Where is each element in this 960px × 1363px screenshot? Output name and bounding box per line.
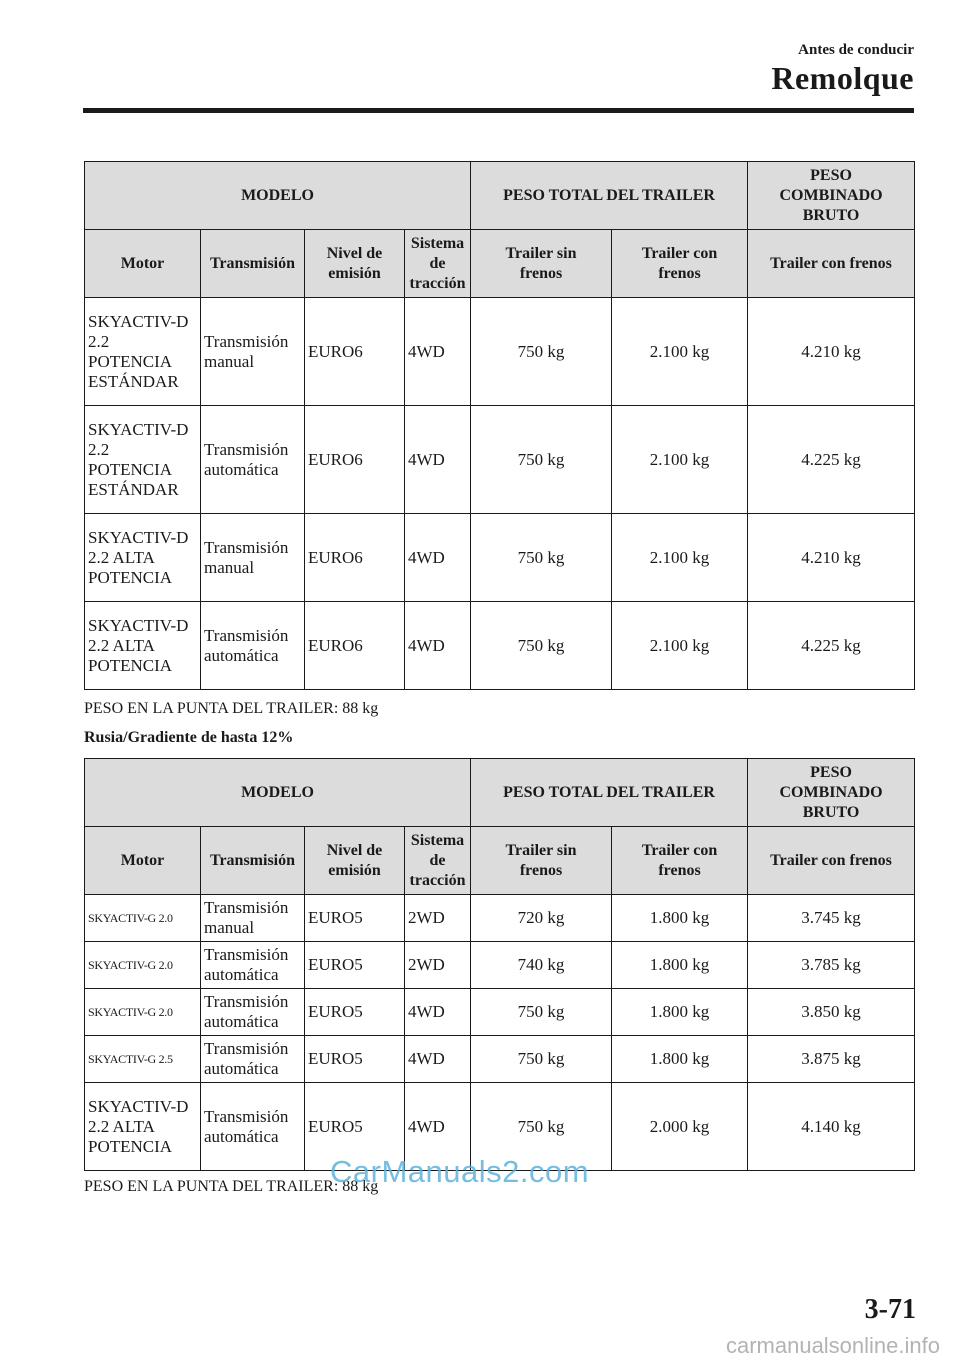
section-label: Antes de conducir xyxy=(798,42,914,58)
column-header-row xyxy=(85,827,915,895)
cell-engine: SKYACTIV-D 2.2 ALTA POTENCIA xyxy=(85,514,201,602)
group-header-model: MODELO xyxy=(85,162,471,230)
table-row xyxy=(85,895,915,942)
cell-transmission: Transmisión automática xyxy=(201,602,305,690)
cell-gross: 4.225 kg xyxy=(748,602,915,690)
watermark-logo: CarManuals2.com xyxy=(330,1154,590,1189)
cell-drive: 4WD xyxy=(405,602,471,690)
cell-emission: EURO5 xyxy=(305,895,405,942)
group-header-trailer-weight: PESO TOTAL DEL TRAILER xyxy=(471,759,748,827)
cell-transmission: Transmisión automática xyxy=(201,406,305,514)
col-header-transmission: Transmisión xyxy=(201,230,305,298)
cell-braked: 1.800 kg xyxy=(612,942,748,989)
cell-transmission: Transmisión automática xyxy=(201,1083,305,1171)
table-row xyxy=(85,1036,915,1083)
col-header-engine: Motor xyxy=(85,827,201,895)
cell-gross: 3.745 kg xyxy=(748,895,915,942)
cell-engine: SKYACTIV-G 2.5 xyxy=(85,1036,201,1083)
cell-engine: SKYACTIV-D 2.2 ALTA POTENCIA xyxy=(85,1083,201,1171)
table-row xyxy=(85,298,915,406)
cell-braked: 1.800 kg xyxy=(612,895,748,942)
cell-transmission: Transmisión manual xyxy=(201,514,305,602)
cell-unbraked: 750 kg xyxy=(471,514,612,602)
page-number: 3-71 xyxy=(864,1294,916,1325)
cell-unbraked: 750 kg xyxy=(471,298,612,406)
cell-gross: 3.785 kg xyxy=(748,942,915,989)
cell-emission: EURO6 xyxy=(305,406,405,514)
cell-braked: 1.800 kg xyxy=(612,1036,748,1083)
table-row xyxy=(85,514,915,602)
cell-gross: 3.875 kg xyxy=(748,1036,915,1083)
group-header-row xyxy=(85,759,915,827)
tongue-weight-note: PESO EN LA PUNTA DEL TRAILER: 88 kg xyxy=(84,1178,379,1195)
cell-drive: 4WD xyxy=(405,989,471,1036)
col-header-unbraked: Trailer sin frenos xyxy=(471,827,612,895)
col-header-drive: Sistema de tracción xyxy=(405,230,471,298)
cell-emission: EURO5 xyxy=(305,1083,405,1171)
cell-drive: 2WD xyxy=(405,942,471,989)
cell-braked: 1.800 kg xyxy=(612,989,748,1036)
cell-emission: EURO5 xyxy=(305,989,405,1036)
cell-braked: 2.100 kg xyxy=(612,602,748,690)
footer-site-watermark: carmanualsonline.info xyxy=(725,1333,940,1358)
cell-transmission: Transmisión automática xyxy=(201,942,305,989)
cell-unbraked: 750 kg xyxy=(471,406,612,514)
cell-gross: 4.210 kg xyxy=(748,514,915,602)
header-rule xyxy=(83,108,914,113)
cell-drive: 4WD xyxy=(405,406,471,514)
col-header-unbraked: Trailer sin frenos xyxy=(471,230,612,298)
cell-gross: 4.225 kg xyxy=(748,406,915,514)
table-row xyxy=(85,406,915,514)
towing-table-standard xyxy=(84,161,915,690)
table-row xyxy=(85,602,915,690)
cell-emission: EURO5 xyxy=(305,942,405,989)
col-header-transmission: Transmisión xyxy=(201,827,305,895)
cell-braked: 2.000 kg xyxy=(612,1083,748,1171)
cell-engine: SKYACTIV-D 2.2 POTENCIA ESTÁNDAR xyxy=(85,406,201,514)
col-header-drive: Sistema de tracción xyxy=(405,827,471,895)
cell-braked: 2.100 kg xyxy=(612,406,748,514)
cell-transmission: Transmisión automática xyxy=(201,989,305,1036)
group-header-model: MODELO xyxy=(85,759,471,827)
cell-unbraked: 750 kg xyxy=(471,1036,612,1083)
group-header-row xyxy=(85,162,915,230)
cell-braked: 2.100 kg xyxy=(612,514,748,602)
cell-unbraked: 740 kg xyxy=(471,942,612,989)
group-header-gross-weight: PESO COMBINADO BRUTO xyxy=(748,759,915,827)
cell-engine: SKYACTIV-D 2.2 ALTA POTENCIA xyxy=(85,602,201,690)
cell-drive: 4WD xyxy=(405,514,471,602)
cell-emission: EURO6 xyxy=(305,514,405,602)
cell-engine: SKYACTIV-G 2.0 xyxy=(85,895,201,942)
col-header-emission: Nivel de emisión xyxy=(305,827,405,895)
group-header-trailer-weight: PESO TOTAL DEL TRAILER xyxy=(471,162,748,230)
cell-transmission: Transmisión manual xyxy=(201,298,305,406)
cell-braked: 2.100 kg xyxy=(612,298,748,406)
table-caption-russia: Rusia/Gradiente de hasta 12% xyxy=(84,729,294,746)
cell-engine: SKYACTIV-G 2.0 xyxy=(85,942,201,989)
col-header-gross-braked: Trailer con frenos xyxy=(748,827,915,895)
cell-unbraked: 720 kg xyxy=(471,895,612,942)
table-row xyxy=(85,989,915,1036)
cell-engine: SKYACTIV-D 2.2 POTENCIA ESTÁNDAR xyxy=(85,298,201,406)
cell-gross: 3.850 kg xyxy=(748,989,915,1036)
cell-emission: EURO6 xyxy=(305,298,405,406)
col-header-braked: Trailer con frenos xyxy=(612,827,748,895)
cell-emission: EURO5 xyxy=(305,1036,405,1083)
group-header-gross-weight: PESO COMBINADO BRUTO xyxy=(748,162,915,230)
chapter-title: Remolque xyxy=(771,60,914,96)
cell-gross: 4.140 kg xyxy=(748,1083,915,1171)
tongue-weight-note: PESO EN LA PUNTA DEL TRAILER: 88 kg xyxy=(84,700,379,717)
cell-transmission: Transmisión automática xyxy=(201,1036,305,1083)
table-row xyxy=(85,942,915,989)
towing-table-russia xyxy=(84,758,915,1171)
cell-emission: EURO6 xyxy=(305,602,405,690)
column-header-row xyxy=(85,230,915,298)
cell-unbraked: 750 kg xyxy=(471,989,612,1036)
cell-gross: 4.210 kg xyxy=(748,298,915,406)
col-header-emission: Nivel de emisión xyxy=(305,230,405,298)
cell-drive: 4WD xyxy=(405,1036,471,1083)
col-header-gross-braked: Trailer con frenos xyxy=(748,230,915,298)
cell-unbraked: 750 kg xyxy=(471,602,612,690)
cell-drive: 2WD xyxy=(405,895,471,942)
col-header-braked: Trailer con frenos xyxy=(612,230,748,298)
cell-engine: SKYACTIV-G 2.0 xyxy=(85,989,201,1036)
col-header-engine: Motor xyxy=(85,230,201,298)
cell-transmission: Transmisión manual xyxy=(201,895,305,942)
cell-drive: 4WD xyxy=(405,298,471,406)
cell-drive: 4WD xyxy=(405,1083,471,1171)
cell-unbraked: 750 kg xyxy=(471,1083,612,1171)
